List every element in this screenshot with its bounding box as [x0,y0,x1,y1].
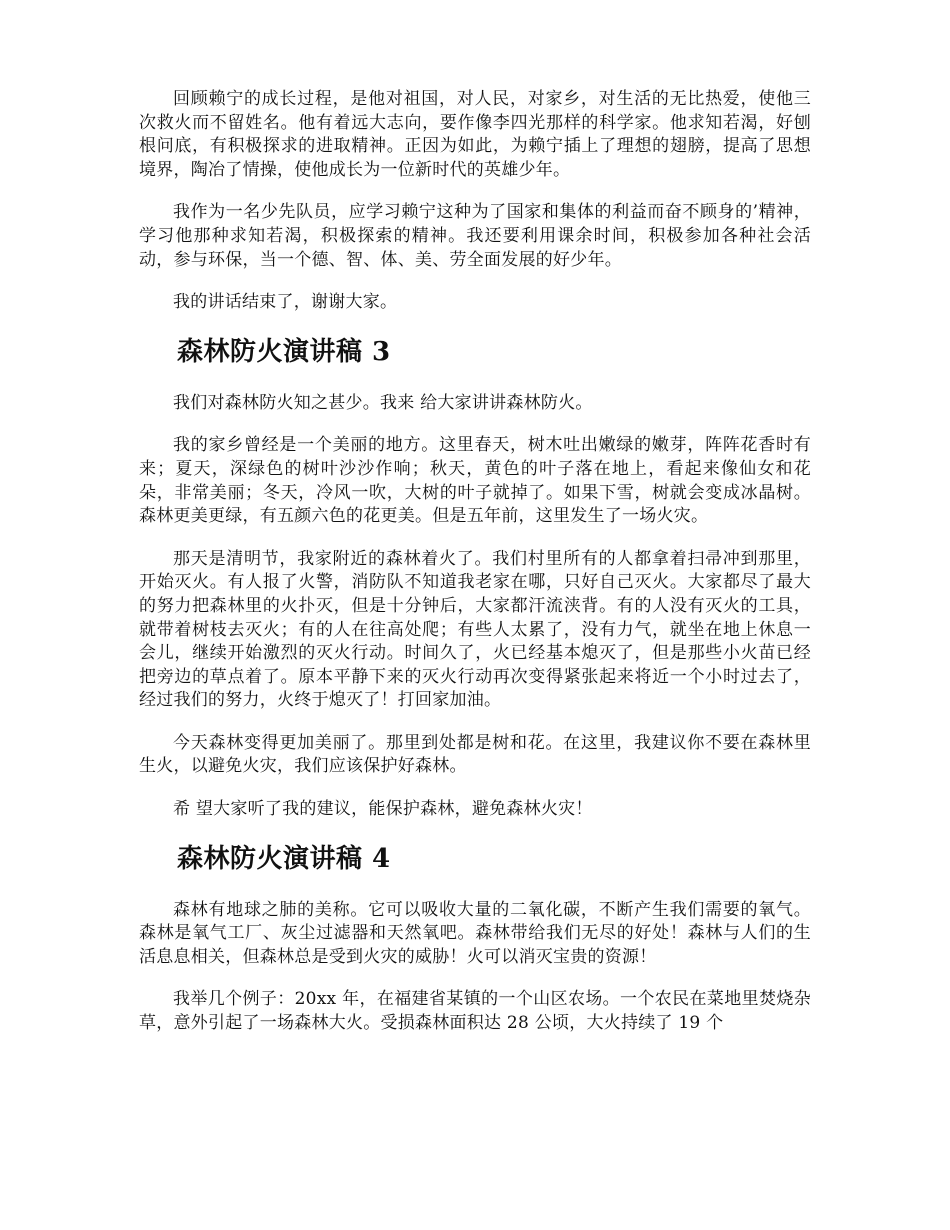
paragraph: 森林有地球之肺的美称。它可以吸收大量的二氧化碳，不断产生我们需要的氧气。森林是氧气工厂、灰尘过滤器和天然氧吧。森林带给我们无尽的好处！森林与人们的生活息息相关，但森林总是受到火灾的威胁！火可以消灭宝贵的资源！ [139,899,811,967]
paragraph: 回顾赖宁的成长过程，是他对祖国，对人民，对家乡，对生活的无比热爱，使他三次救火而不留姓名。他有着远大志向，要作像李四光那样的科学家。他求知若渴，好刨根问底，有积极探求的进取精神。正因为如此，为赖宁插上了理想的翅膀，提高了思想境界，陶冶了情操，使他成长为一位新时代的英雄少年。 [139,89,811,180]
paragraph: 那天是清明节，我家附近的森林着火了。我们村里所有的人都拿着扫帚冲到那里，开始灭火。有人报了火警，消防队不知道我老家在哪，只好自己灭火。大家都尽了最大的努力把森林里的火扑灭，但是十分钟后，大家都汗流浃背。有的人没有灭火的工具，就带着树枝去灭火；有的人在往高处爬；有些人太累了，没有力气，就坐在地上休息一会儿，继续开始激烈的灭火行动。时间久了，火已经基本熄灭了，但是那些小火苗已经把旁边的草点着了。原本平静下来的灭火行动再次变得紧张起来将近一个小时过去了，经过我们的努力，火终于熄灭了！打回家加油。 [139,548,811,711]
paragraph: 我的讲话结束了，谢谢大家。 [173,292,398,313]
paragraph: 我作为一名少先队员，应学习赖宁这种为了国家和集体的利益而奋不顾身的’精神，学习他那种求知若渴，积极探索的精神。我还要利用课余时间，积极参加各种社会活动，参与环保，当一个德、智、体、美、劳全面发展的好少年。 [139,202,811,270]
paragraph: 我举几个例子：20xx 年，在福建省某镇的一个山区农场。一个农民在菜地里焚烧杂草，意外引起了一场森林大火。受损森林面积达 28 公顷，大火持续了 19 个 [139,989,811,1034]
document-page [139,88,811,1055]
paragraph: 我们对森林防火知之甚少。我来 给大家讲讲森林防火。 [173,392,593,413]
section-title-3: 森林防火演讲稿 3 [177,336,391,367]
paragraph: 今天森林变得更加美丽了。那里到处都是树和花。在这里，我建议你不要在森林里生火，以避免火灾，我们应该保护好森林。 [139,732,811,777]
section-title-4: 森林防火演讲稿 4 [177,843,391,874]
paragraph: 我的家乡曾经是一个美丽的地方。这里春天，树木吐出嫩绿的嫩芽，阵阵花香时有来；夏天，深绿色的树叶沙沙作响；秋天，黄色的叶子落在地上，看起来像仙女和花朵，非常美丽；冬天，冷风一吹，大树的叶子就掉了。如果下雪，树就会变成冰晶树。森林更美更绿，有五颜六色的花更美。但是五年前，这里发生了一场火灾。 [139,435,811,527]
paragraph: 希 望大家听了我的建议，能保护森林，避免森林火灾！ [173,799,593,820]
